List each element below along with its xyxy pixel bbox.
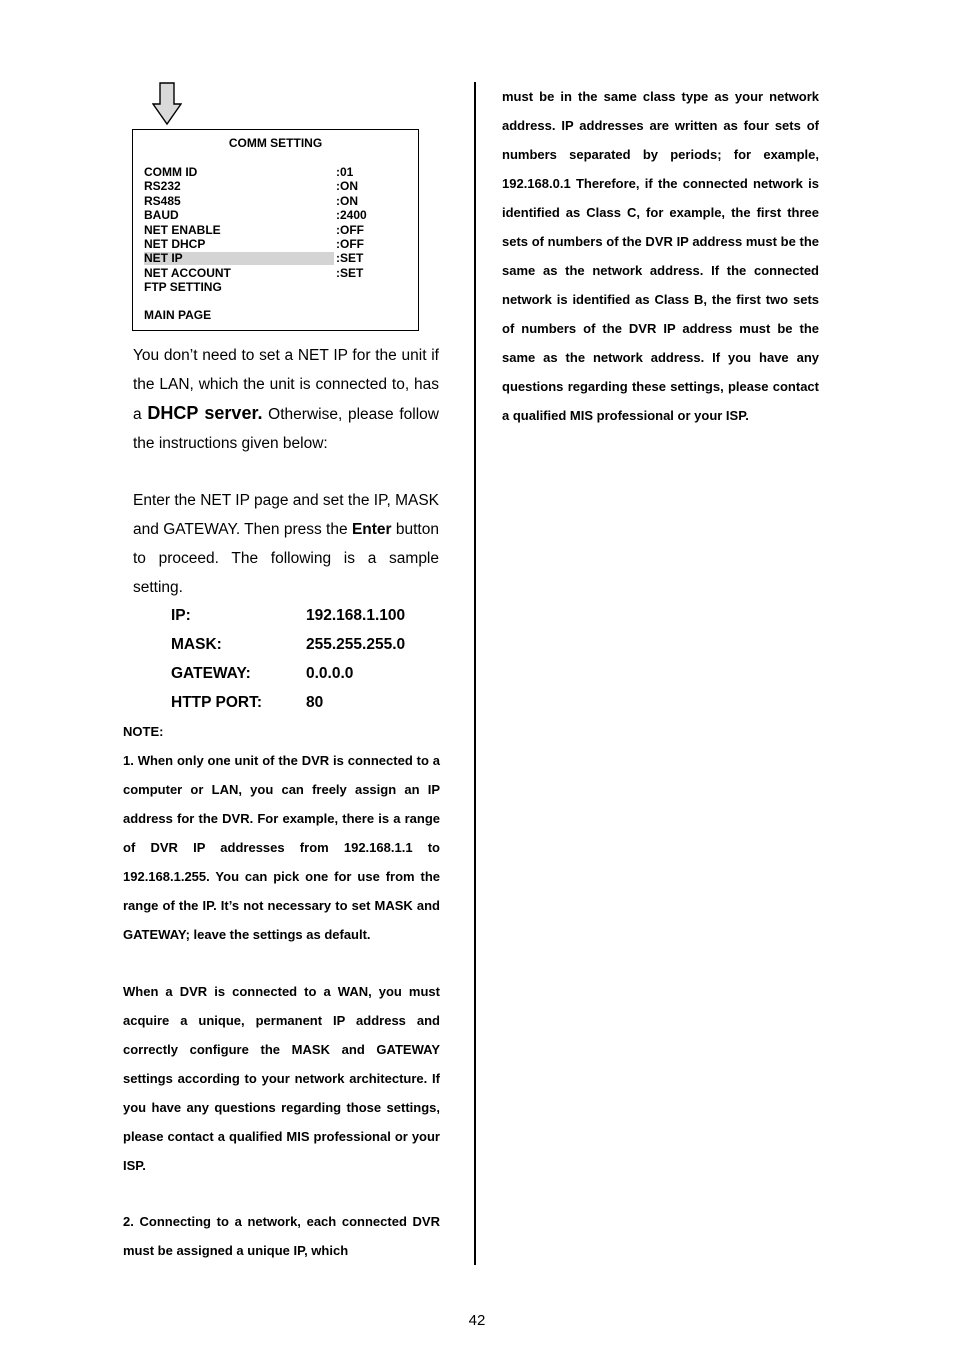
setting-label: HTTP PORT: bbox=[171, 694, 262, 711]
intro-paragraph bbox=[133, 341, 439, 458]
intro-text: Otherwise, please follow the instructions given below: bbox=[133, 406, 439, 452]
right-column-text: must be in the same class type as your network address. IP addresses are written as four sets of numbers separated by periods; for example, 192.168.0.1 Therefore, if the connected network is identified as Class C, for example, the first three sets of numbers of the DVR IP address must be the same as the network address. If the connected network is identified as Class B, the first two sets of numbers of the DVR IP address must be the same as the network address. If you have any questions regarding these settings, please contact a qualified MIS professional or your ISP. bbox=[502, 89, 819, 423]
instruction-text: button to proceed. The following is a sample setting. bbox=[133, 521, 439, 596]
note-paragraph-wan: When a DVR is connected to a WAN, you must acquire a unique, permanent IP address and correctly configure the MASK and GATEWAY settings according to your network architecture. If you have any questions regarding those settings, please contact a qualified MIS professional or your ISP. bbox=[123, 984, 440, 1173]
menu-title: COMM SETTING bbox=[228, 136, 323, 150]
instruction-paragraph bbox=[133, 486, 439, 602]
menu-item-value: :OFF bbox=[336, 236, 364, 251]
menu-item-value: :2400 bbox=[336, 208, 367, 223]
note-paragraph-1: 1. When only one unit of the DVR is connected to a computer or LAN, you can freely assign an IP address for the DVR. For example, there is a range of DVR IP addresses from 192.168.1.1 to 192.168.1.255. You can pick one for use from the range of the IP. It’s not necessary to set MASK and GATEWAY; leave the settings as default. bbox=[123, 753, 440, 942]
menu-item-rs485[interactable] bbox=[144, 194, 414, 208]
note-paragraph-2: 2. Connecting to a network, each connected DVR must be assigned a unique IP, which bbox=[123, 1214, 440, 1258]
menu-item-label: RS232 bbox=[144, 179, 181, 194]
setting-label: IP: bbox=[171, 607, 191, 624]
setting-value: 80 bbox=[306, 694, 324, 711]
column-divider bbox=[474, 82, 476, 1265]
setting-row-gateway bbox=[171, 659, 431, 688]
setting-row-mask bbox=[171, 630, 431, 659]
menu-item-rs232[interactable] bbox=[144, 179, 414, 193]
menu-item-main-page[interactable]: MAIN PAGE bbox=[144, 308, 212, 322]
menu-item-label: COMM ID bbox=[144, 165, 198, 179]
menu-item-baud[interactable] bbox=[144, 208, 414, 222]
setting-label: MASK: bbox=[171, 636, 222, 653]
menu-item-label: NET ACCOUNT bbox=[144, 265, 231, 280]
menu-item-value: :ON bbox=[336, 179, 358, 194]
down-arrow-icon bbox=[152, 82, 182, 126]
setting-row-http-port bbox=[171, 688, 431, 717]
setting-value: 192.168.1.100 bbox=[306, 607, 406, 624]
setting-value: 0.0.0.0 bbox=[306, 665, 354, 682]
instruction-text: Enter the NET IP page and set the IP, MASK and GATEWAY. Then press the bbox=[133, 492, 439, 538]
menu-item-net-dhcp[interactable] bbox=[144, 237, 414, 251]
menu-item-label: NET DHCP bbox=[144, 236, 206, 251]
menu-item-value: :OFF bbox=[336, 222, 364, 237]
menu-item-net-enable[interactable] bbox=[144, 223, 414, 237]
setting-row-ip bbox=[171, 601, 431, 630]
menu-item-label: FTP SETTING bbox=[144, 280, 222, 295]
menu-item-label: BAUD bbox=[144, 208, 179, 223]
menu-item-comm-id[interactable] bbox=[144, 165, 414, 179]
note-heading: NOTE: bbox=[123, 724, 164, 739]
setting-label: GATEWAY: bbox=[171, 665, 251, 682]
comm-setting-menu bbox=[132, 129, 419, 331]
setting-value: 255.255.255.0 bbox=[306, 636, 406, 653]
enter-button-term: Enter bbox=[351, 521, 392, 538]
menu-item-label: NET ENABLE bbox=[144, 222, 221, 237]
intro-text: You don’t need to set a NET IP for the unit if the LAN, which the unit is connected to, has a bbox=[133, 347, 439, 423]
menu-item-value: :ON bbox=[336, 193, 358, 208]
sample-settings bbox=[171, 601, 431, 717]
menu-item-value: :SET bbox=[336, 265, 364, 280]
page-number: 42 bbox=[468, 1312, 486, 1329]
menu-item-label: RS485 bbox=[144, 193, 181, 208]
menu-item-net-account[interactable] bbox=[144, 266, 414, 280]
menu-item-label: NET IP bbox=[144, 251, 183, 266]
dhcp-server-term: DHCP server. bbox=[147, 403, 263, 423]
menu-item-value: :01 bbox=[336, 165, 354, 179]
menu-item-list bbox=[144, 165, 414, 295]
menu-item-net-ip[interactable] bbox=[144, 251, 414, 265]
menu-item-ftp-setting[interactable] bbox=[144, 280, 414, 294]
menu-item-value: :SET bbox=[336, 251, 364, 266]
